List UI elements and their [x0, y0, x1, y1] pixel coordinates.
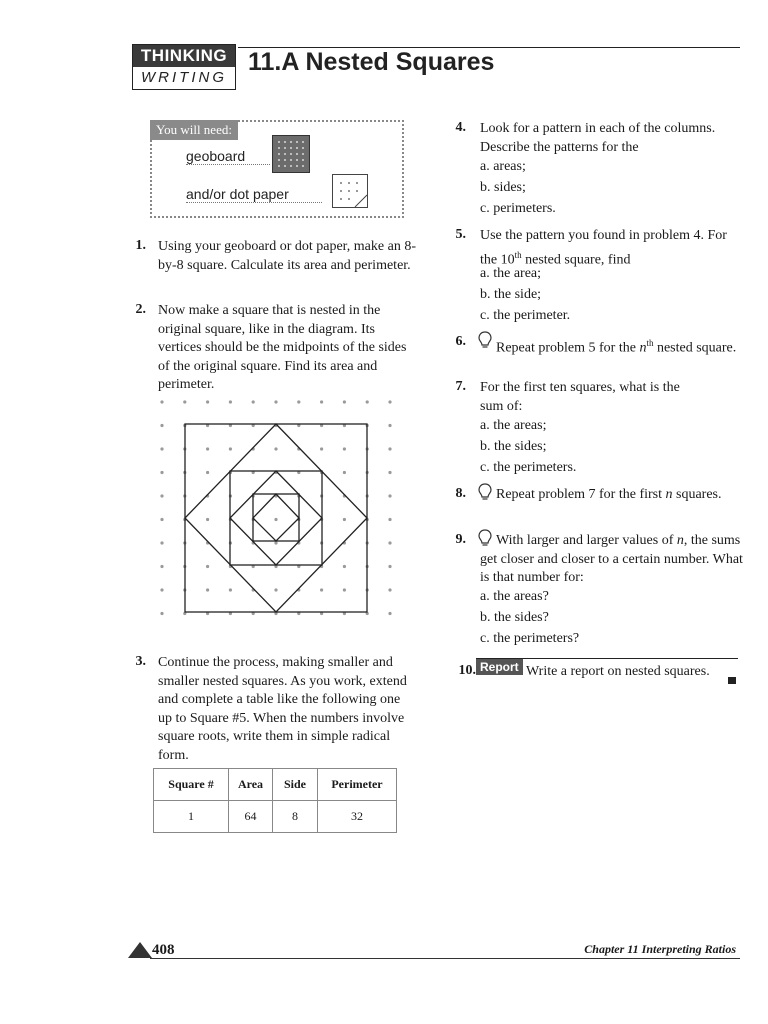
- thinking-writing-badge: [132, 44, 236, 90]
- materials-item-geoboard: geoboard: [186, 148, 270, 165]
- triangle-icon: [128, 942, 152, 958]
- problem-9-b: b. the sides?: [480, 610, 549, 625]
- problem-7-a: a. the areas;: [480, 418, 547, 433]
- problem-10-number: 10.: [458, 663, 476, 678]
- problem-5-a: a. the area;: [480, 266, 542, 281]
- problem-9-a: a. the areas?: [480, 589, 549, 604]
- problem-5-number: 5.: [455, 227, 466, 242]
- materials-heading: You will need:: [150, 120, 238, 140]
- problem-5-b: b. the side;: [480, 287, 542, 302]
- materials-item-dot-paper: and/or dot paper: [186, 186, 322, 203]
- table-cell: 8: [273, 801, 318, 833]
- problem-4-b: b. sides;: [480, 180, 526, 195]
- problem-3-text: Continue the process, making smaller and smaller nested squares. As you work, extend and complete a table like the following one up to Square #5. When the numbers involve square roots, write them in simple radical form.: [158, 655, 407, 763]
- page-title: 11.A Nested Squares: [248, 48, 495, 76]
- table-header-square: Square #: [154, 769, 229, 801]
- problem-2-text: Now make a square that is nested in the original square, like in the diagram. Its vertices should be the midpoints of the sides of the original square. Find its area and perimeter.: [158, 303, 407, 392]
- problem-9-text: With larger and larger values of n, the sums get closer and closer to a certain number. What is that number for:: [480, 533, 743, 585]
- problem-5-text: Use the pattern you found in problem 4. For the 10th nested square, find: [480, 228, 727, 268]
- dot-paper-icon: [332, 174, 368, 208]
- table-header-perimeter: Perimeter: [318, 769, 397, 801]
- table-cell: 64: [229, 801, 273, 833]
- chapter-footer: Chapter 11 Interpreting Ratios: [584, 942, 736, 956]
- badge-writing: WRITING: [141, 69, 227, 86]
- table-cell: 32: [318, 801, 397, 833]
- problem-7-number: 7.: [455, 379, 466, 394]
- problem-1-text: Using your geoboard or dot paper, make an 8-by-8 square. Calculate its area and perimeter.: [158, 239, 416, 273]
- problem-4-number: 4.: [455, 120, 466, 135]
- table-header-area: Area: [229, 769, 273, 801]
- table-cell: 1: [154, 801, 229, 833]
- problem-2-number: 2.: [135, 302, 146, 317]
- geoboard-icon: [272, 135, 310, 173]
- problem-9-number: 9.: [455, 532, 466, 547]
- problem-8-number: 8.: [455, 486, 466, 501]
- report-tag: Report: [476, 659, 523, 675]
- table-row: [154, 801, 397, 833]
- table-header-side: Side: [273, 769, 318, 801]
- problem-8-text: Repeat problem 7 for the first n squares.: [496, 487, 722, 502]
- problem-7-c: c. the perimeters.: [480, 460, 577, 475]
- footer-rule: [150, 958, 740, 959]
- lightbulb-icon: [478, 331, 492, 349]
- table-header-row: [154, 769, 397, 801]
- problem-4-text: Look for a pattern in each of the columns. Describe the patterns for the: [480, 121, 716, 155]
- problem-7-b: b. the sides;: [480, 439, 547, 454]
- badge-thinking: THINKING: [133, 45, 235, 67]
- report-end-marker: [728, 677, 736, 684]
- problem-4-c: c. perimeters.: [480, 201, 556, 216]
- problem-6-text: Repeat problem 5 for the $n^{th}$ nested square.: [496, 338, 737, 356]
- nested-squares-diagram: [150, 396, 402, 644]
- problem-10-text: Write a report on nested squares.: [526, 664, 710, 679]
- lightbulb-icon: [478, 483, 492, 501]
- problem-1-number: 1.: [135, 238, 146, 253]
- problem-6-number: 6.: [455, 334, 466, 349]
- squares-table: [153, 768, 397, 833]
- problem-9-c: c. the perimeters?: [480, 631, 580, 646]
- problem-4-a: a. areas;: [480, 159, 526, 174]
- problem-5-c: c. the perimeter.: [480, 308, 571, 323]
- problem-3-number: 3.: [135, 654, 146, 669]
- page-number: 408: [152, 942, 175, 958]
- problem-7-text: For the first ten squares, what is the sum of:: [480, 380, 680, 414]
